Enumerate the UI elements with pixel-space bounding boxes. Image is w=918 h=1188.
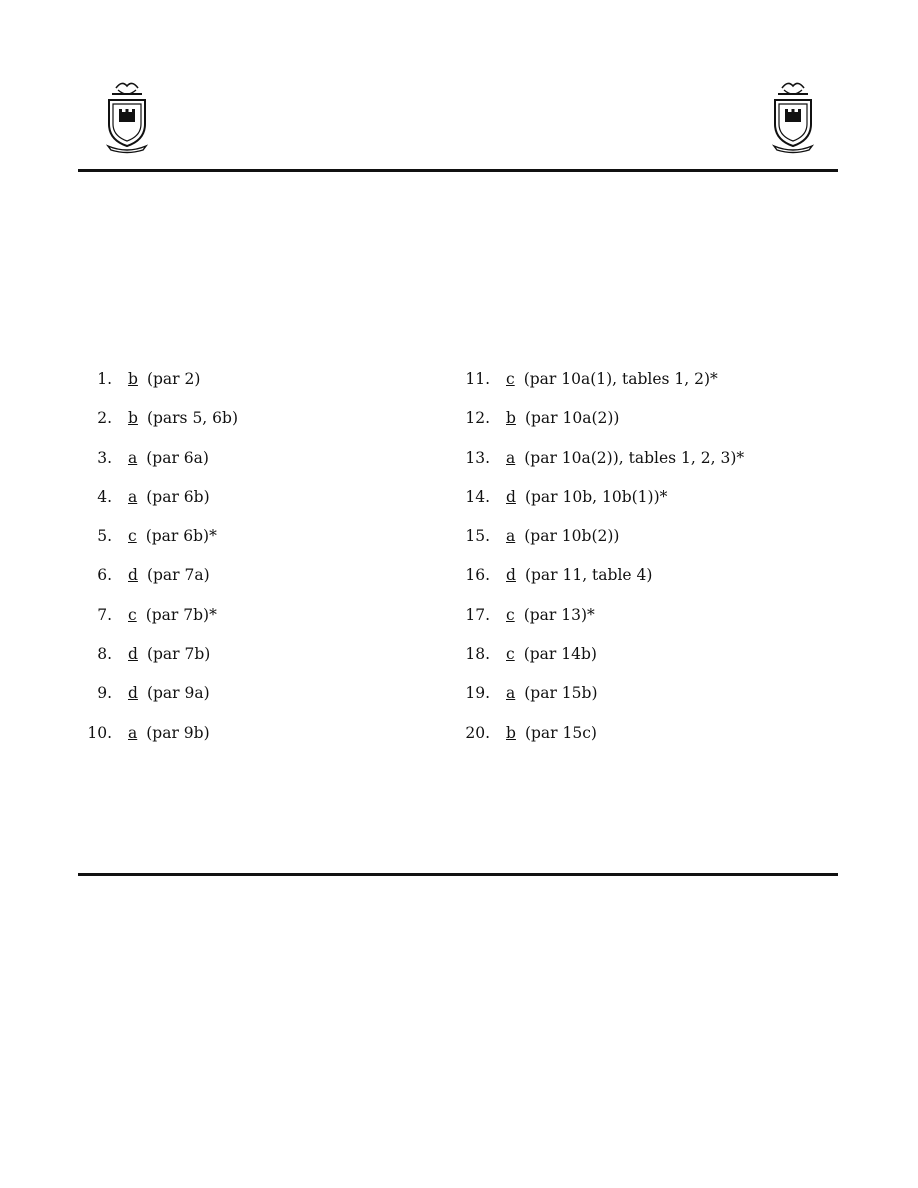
answer-number: 18. bbox=[465, 645, 490, 664]
answer-letter: a bbox=[506, 527, 516, 546]
answer-letter: c bbox=[506, 645, 515, 664]
answer-row bbox=[456, 370, 744, 409]
answer-number: 11. bbox=[465, 370, 490, 388]
answer-row bbox=[456, 684, 744, 723]
answer-number: 2. bbox=[97, 409, 112, 428]
crest-emblem-right bbox=[770, 80, 816, 154]
answer-letter: a bbox=[506, 448, 516, 467]
answer-row bbox=[78, 370, 238, 409]
answer-number: 10. bbox=[87, 723, 112, 742]
bottom-divider bbox=[78, 873, 838, 876]
answer-number: 6. bbox=[97, 566, 112, 585]
answer-number: 1. bbox=[97, 370, 112, 388]
answer-reference: (par 2) bbox=[146, 370, 201, 388]
answer-reference: (par 10a(1), tables 1, 2)* bbox=[523, 370, 718, 388]
answer-number: 16. bbox=[465, 566, 490, 585]
top-divider bbox=[78, 169, 838, 172]
answer-letter: a bbox=[128, 723, 138, 742]
answer-number: 12. bbox=[465, 409, 490, 428]
answer-number: 20. bbox=[465, 723, 490, 742]
answer-reference: (par 9b) bbox=[146, 723, 210, 742]
answer-number: 14. bbox=[465, 487, 490, 506]
answer-list-right bbox=[456, 370, 744, 763]
answer-reference: (par 15c) bbox=[524, 723, 597, 742]
answer-row bbox=[456, 724, 744, 763]
answer-row bbox=[78, 724, 238, 763]
answer-row bbox=[456, 488, 744, 527]
answer-number: 19. bbox=[465, 684, 490, 703]
answer-reference: (par 10a(2)) bbox=[524, 409, 620, 428]
answer-letter: b bbox=[506, 409, 516, 428]
answer-row bbox=[456, 449, 744, 488]
answer-number: 9. bbox=[97, 684, 112, 703]
answer-reference: (par 6b) bbox=[146, 487, 210, 506]
answer-letter: d bbox=[128, 645, 138, 664]
crest-emblem-left bbox=[104, 80, 150, 154]
answer-number: 3. bbox=[97, 448, 112, 467]
answer-number: 13. bbox=[465, 448, 490, 467]
answer-letter: c bbox=[128, 605, 137, 624]
answer-letter: b bbox=[128, 409, 138, 428]
answer-number: 15. bbox=[465, 527, 490, 546]
answer-row bbox=[78, 409, 238, 448]
answer-row bbox=[78, 449, 238, 488]
answer-letter: b bbox=[506, 723, 516, 742]
answer-reference: (par 10b, 10b(1))* bbox=[524, 487, 668, 506]
answer-reference: (par 7b)* bbox=[145, 605, 217, 624]
answer-letter: c bbox=[128, 527, 137, 546]
answer-number: 7. bbox=[97, 605, 112, 624]
answer-row bbox=[78, 566, 238, 605]
answer-reference: (par 7a) bbox=[146, 566, 210, 585]
answer-number: 8. bbox=[97, 645, 112, 664]
answer-letter: a bbox=[128, 487, 138, 506]
answer-reference: (par 10a(2)), tables 1, 2, 3)* bbox=[524, 448, 745, 467]
answer-letter: d bbox=[506, 566, 516, 585]
answer-reference: (par 13)* bbox=[523, 605, 595, 624]
answer-row bbox=[78, 684, 238, 723]
answer-letter: d bbox=[506, 487, 516, 506]
answer-row bbox=[456, 645, 744, 684]
answer-reference: (par 10b(2)) bbox=[524, 527, 620, 546]
answer-row bbox=[456, 527, 744, 566]
answer-letter: b bbox=[128, 370, 138, 388]
answer-row bbox=[78, 606, 238, 645]
answer-letter: a bbox=[128, 448, 138, 467]
answer-reference: (pars 5, 6b) bbox=[146, 409, 238, 428]
answer-row bbox=[78, 488, 238, 527]
answer-number: 5. bbox=[97, 527, 112, 546]
answer-number: 4. bbox=[97, 487, 112, 506]
answer-row bbox=[456, 566, 744, 605]
answer-reference: (par 6b)* bbox=[145, 527, 217, 546]
answer-letter: a bbox=[506, 684, 516, 703]
answer-reference: (par 15b) bbox=[524, 684, 598, 703]
answer-reference: (par 14b) bbox=[523, 645, 597, 664]
answer-row bbox=[78, 645, 238, 684]
answer-reference: (par 6a) bbox=[146, 448, 209, 467]
answer-letter: d bbox=[128, 684, 138, 703]
answer-number: 17. bbox=[465, 605, 490, 624]
answer-row bbox=[78, 527, 238, 566]
answer-letter: c bbox=[506, 370, 515, 388]
answer-row bbox=[456, 606, 744, 645]
answer-reference: (par 11, table 4) bbox=[524, 566, 653, 585]
answer-reference: (par 7b) bbox=[146, 645, 211, 664]
answer-row bbox=[456, 409, 744, 448]
answer-list-left bbox=[78, 370, 238, 763]
answer-letter: c bbox=[506, 605, 515, 624]
answer-letter: d bbox=[128, 566, 138, 585]
answer-reference: (par 9a) bbox=[146, 684, 210, 703]
